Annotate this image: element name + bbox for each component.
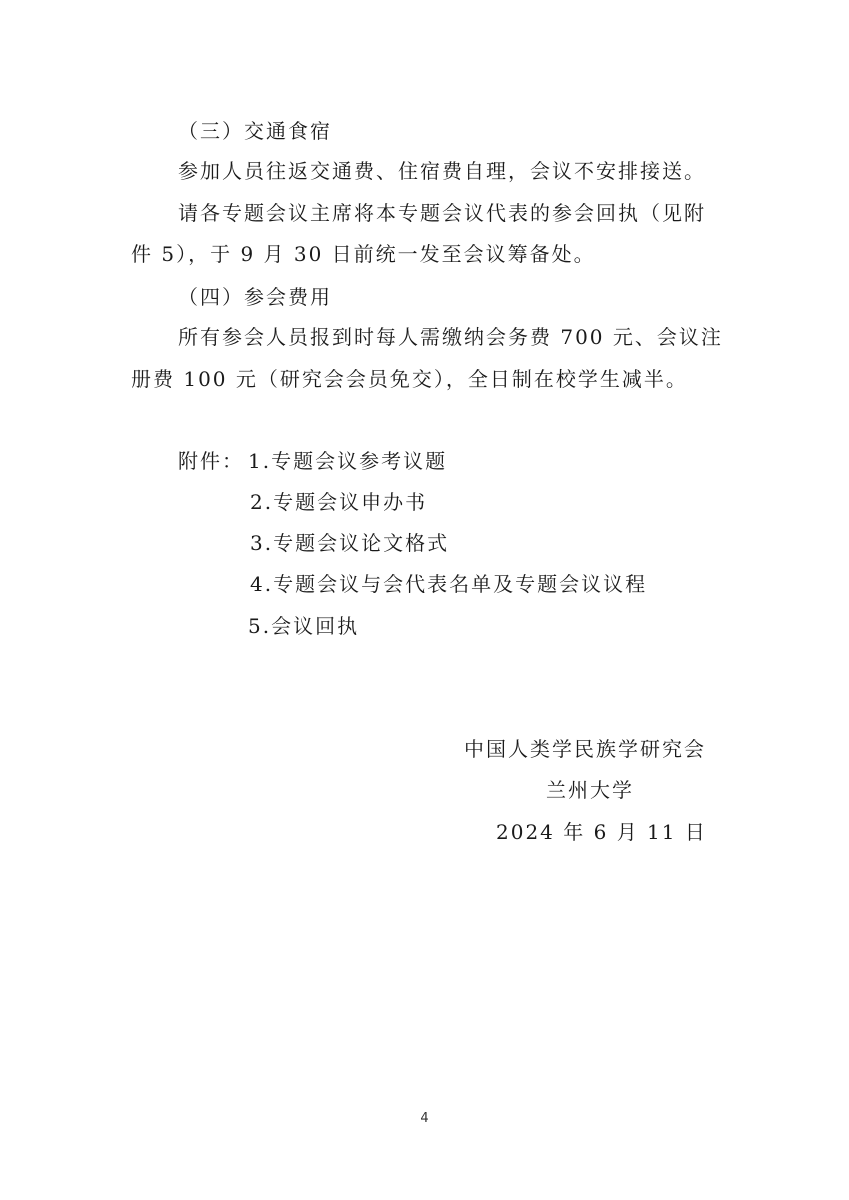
page-number: 4 [420, 1111, 429, 1126]
fees-paragraph-line-2: 册费 100 元（研究会会员免交），全日制在校学生减半。 [131, 367, 688, 391]
attachments-label: 附件： [178, 449, 244, 473]
fees-paragraph-line-1: 所有参会人员报到时每人需缴纳会务费 700 元、会议注 [178, 325, 723, 349]
attachment-item-3: 3.专题会议论文格式 [250, 531, 450, 555]
signature-date: 2024 年 6 月 11 日 [496, 820, 707, 844]
transport-paragraph-2-line-1: 请各专题会议主席将本专题会议代表的参会回执（见附 [178, 201, 706, 225]
attachment-item-2: 2.专题会议申办书 [250, 490, 428, 514]
transport-paragraph-1: 参加人员往返交通费、住宿费自理，会议不安排接送。 [178, 159, 706, 183]
signature-org-2: 兰州大学 [546, 778, 634, 802]
section-heading-transport: （三）交通食宿 [178, 119, 332, 143]
attachment-item-5: 5.会议回执 [248, 614, 360, 638]
signature-org-1: 中国人类学民族学研究会 [464, 737, 706, 761]
attachment-item-4: 4.专题会议与会代表名单及专题会议议程 [250, 572, 648, 596]
section-heading-fees: （四）参会费用 [178, 285, 332, 309]
transport-paragraph-2-line-2: 件 5），于 9 月 30 日前统一发至会议筹备处。 [131, 242, 596, 266]
attachment-item-1: 1.专题会议参考议题 [248, 449, 448, 473]
